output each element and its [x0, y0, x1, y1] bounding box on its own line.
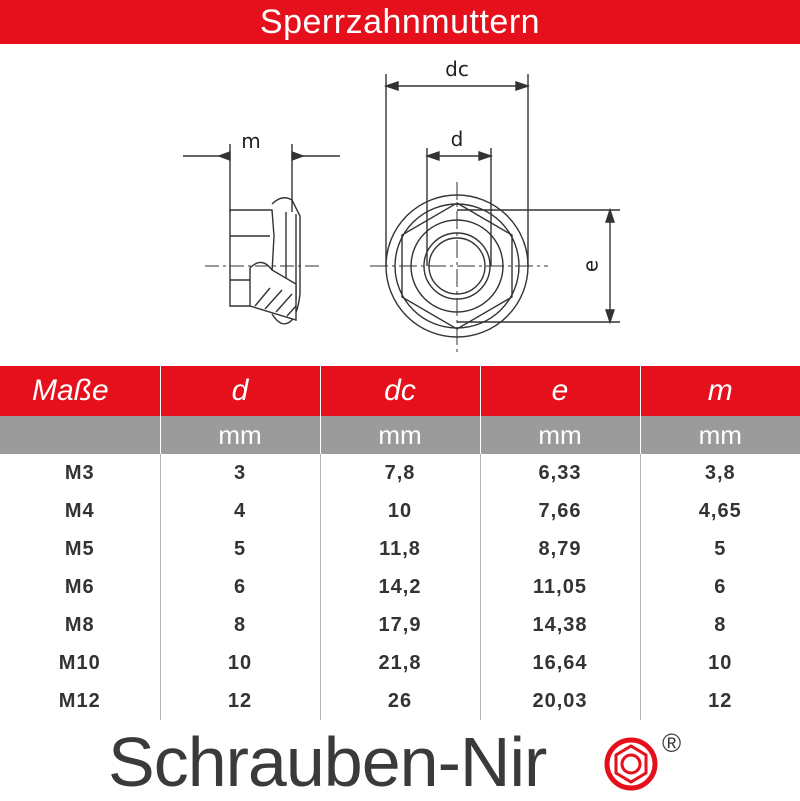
value-cell: 7,66: [480, 492, 640, 530]
technical-drawing: [0, 44, 800, 366]
side-view: [183, 144, 340, 324]
value-cell: 12: [708, 689, 733, 712]
value-cell: 16,64: [480, 644, 640, 682]
value-cell: 6,33: [480, 454, 640, 492]
label-dc: dc: [445, 57, 469, 81]
value-cell: 8: [160, 606, 320, 644]
value-cell: 12: [160, 682, 320, 720]
value-cell: 14,38: [480, 606, 640, 644]
value-cell: 5: [160, 530, 320, 568]
brand-name: Schrauben-Nir: [108, 723, 547, 801]
label-m: m: [241, 129, 261, 153]
unit-cell: [0, 416, 160, 454]
value-cell: 4: [160, 492, 320, 530]
size-cell: M6: [0, 568, 160, 606]
units-row: [0, 416, 800, 454]
table-row: [0, 682, 800, 720]
value-cell: 20,03: [480, 682, 640, 720]
registered-mark: ®: [662, 728, 682, 758]
dimension-table: [0, 366, 800, 720]
value-cell: 10: [708, 651, 733, 674]
table-row: [0, 454, 800, 492]
col-header-e: e: [480, 366, 640, 416]
size-cell: M12: [0, 682, 160, 720]
size-cell: M4: [0, 492, 160, 530]
table-row: [0, 568, 800, 606]
size-cell: M8: [0, 606, 160, 644]
unit-cell: mm: [320, 416, 480, 454]
col-header-d: d: [160, 366, 320, 416]
value-cell: 6: [714, 575, 727, 598]
flange-nut-drawing: [0, 44, 800, 366]
value-cell: 26: [320, 682, 480, 720]
size-cell: M10: [0, 644, 160, 682]
value-cell: 11,05: [480, 568, 640, 606]
value-cell: 5: [714, 537, 727, 560]
unit-cell: mm: [640, 416, 800, 454]
value-cell: 3,8: [704, 461, 736, 484]
value-cell: 21,8: [320, 644, 480, 682]
size-cell: M3: [0, 454, 160, 492]
value-cell: 17,9: [320, 606, 480, 644]
value-cell: 6: [160, 568, 320, 606]
value-cell: 8,79: [480, 530, 640, 568]
value-cell: 8: [714, 613, 727, 636]
unit-cell: mm: [160, 416, 320, 454]
label-d: d: [450, 127, 464, 151]
table-row: [0, 492, 800, 530]
hex-nut-logo-icon: [603, 736, 659, 797]
table-row: [0, 644, 800, 682]
title-bar: [0, 0, 800, 44]
table-row: [0, 530, 800, 568]
page-title: Sperrzahnmuttern: [259, 3, 541, 41]
unit-cell: mm: [480, 416, 640, 454]
value-cell: 10: [320, 492, 480, 530]
front-view: [370, 74, 620, 354]
value-cell: 4,65: [698, 499, 742, 522]
col-header-dc: dc: [320, 366, 480, 416]
footer-brand: [0, 724, 800, 800]
table-header-row: [0, 366, 800, 416]
value-cell: 7,8: [320, 454, 480, 492]
value-cell: 14,2: [320, 568, 480, 606]
size-cell: M5: [0, 530, 160, 568]
label-e: e: [578, 259, 603, 273]
value-cell: 3: [160, 454, 320, 492]
col-header-masse: Maße: [0, 366, 160, 416]
value-cell: 11,8: [320, 530, 480, 568]
table-row: [0, 606, 800, 644]
value-cell: 10: [160, 644, 320, 682]
col-header-m: m: [640, 366, 800, 416]
